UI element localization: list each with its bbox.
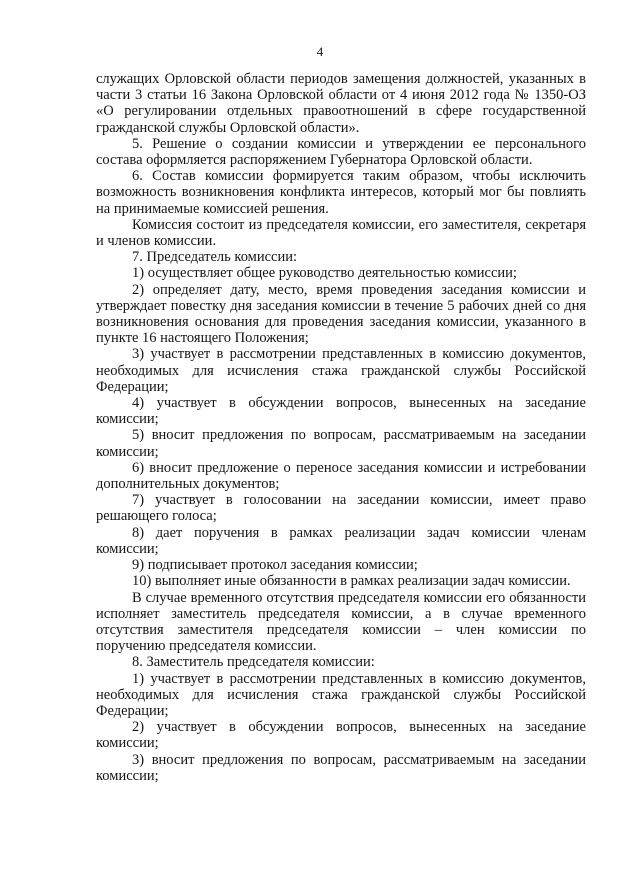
paragraph-commission-composition: Комиссия состоит из председателя комиссии, его заместителя, секретаря и членов комиссии. [96,216,586,250]
section-heading-deputy: 8. Заместитель председателя комиссии: [132,654,375,671]
chairman-duty-10: 10) выполняет иные обязанности в рамках реализации задач комиссии. [132,573,571,590]
chairman-duty-1: 1) осуществляет общее руководство деятельностью комиссии; [132,265,517,282]
paragraph-chairman-absence: В случае временного отсутствия председателя комиссии его обязанности исполняет заместитель председателя комиссии, а в случае временного отсутствия заместителя председателя комиссии – член комиссии по поручению председателя комиссии. [96,589,586,655]
paragraph-continuation: служащих Орловской области периодов замещения должностей, указанных в части 3 статьи 16 Закона Орловской области от 4 июня 2012 года № 1350-ОЗ «О регулировании отдельных правоотношений в сфере государственной гражданской службы Орловской области». [96,71,586,136]
deputy-duty-3: 3) вносит предложения по вопросам, рассматриваемым на заседании комиссии; [96,751,586,784]
chairman-duty-6: 6) вносит предложение о переносе заседания комиссии и истребовании дополнительных документов; [96,459,586,493]
deputy-duty-1: 1) участвует в рассмотрении представленных в комиссию документов, необходимых для исчисления стажа гражданской службы Российской Федерации; [96,670,586,719]
section-heading-chairman: 7. Председатель комиссии: [132,249,298,266]
chairman-duty-2: 2) определяет дату, место, время проведения заседания комиссии и утверждает повестку дня заседания комиссии в течение 5 рабочих дней со дня возникновения основания для проведения заседания комиссии, указанного в пункте 16 настоящего Положения; [96,281,586,347]
chairman-duty-8: 8) дает поручения в рамках реализации задач комиссии членам комиссии; [96,524,586,557]
chairman-duty-7: 7) участвует в голосовании на заседании комиссии, имеет право решающего голоса; [96,492,586,525]
document-body [96,71,586,784]
chairman-duty-5: 5) вносит предложения по вопросам, рассматриваемым на заседании комиссии; [96,427,586,460]
page-number: 4 [316,44,324,59]
chairman-duty-9: 9) подписывает протокол заседания комиссии; [132,557,418,574]
deputy-duty-2: 2) участвует в обсуждении вопросов, вынесенных на заседание комиссии; [96,719,586,752]
paragraph-item-6: 6. Состав комиссии формируется таким образом, чтобы исключить возможность возникновения конфликта интересов, который мог бы повлиять на принимаемые комиссией решения. [96,168,586,217]
paragraph-item-5: 5. Решение о создании комиссии и утверждении ее персонального состава оформляется распоряжением Губернатора Орловской области. [96,135,586,169]
chairman-duty-3: 3) участвует в рассмотрении представленных в комиссию документов, необходимых для исчисления стажа гражданской службы Российской Федерации; [96,346,586,395]
chairman-duty-4: 4) участвует в обсуждении вопросов, вынесенных на заседание комиссии; [96,395,586,428]
